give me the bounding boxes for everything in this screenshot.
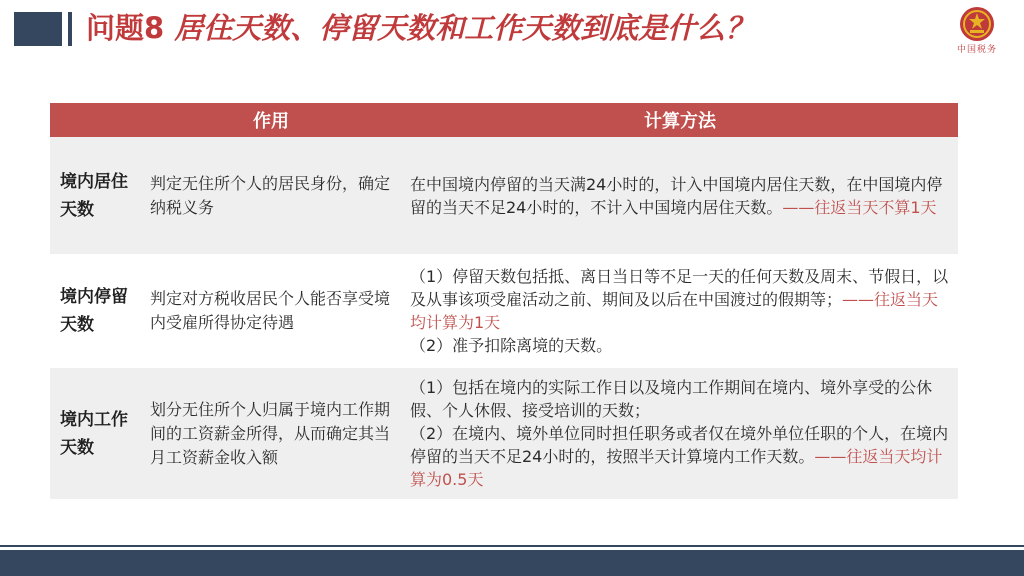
method-text: （1）包括在境内的实际工作日以及境内工作期间在境内、境外享受的公休假、个人休假、接受培训的天数； [410, 378, 933, 420]
row-name: 境内停留天数 [50, 255, 140, 367]
header-bar-decoration [68, 12, 72, 46]
table-header-row [50, 103, 958, 137]
method-note: ——往返当天均计算为1天 [410, 290, 939, 332]
method-text: （2）在境内、境外单位同时担任职务或者仅在境外单位任职的个人，在境内停留的当天不足24小时的，按照半天计算境内工作天数。 [410, 424, 949, 466]
method-paragraph [410, 376, 950, 422]
method-note: ——往返当天均计算为0.5天 [410, 447, 943, 489]
row-usage: 划分无住所个人归属于境内工作期间的工资薪金所得，从而确定其当月工资薪金收入额 [140, 367, 402, 499]
method-paragraph [410, 173, 950, 219]
footer-band-decoration [0, 550, 1024, 576]
emblem-caption: 中国税务 [956, 45, 997, 55]
page-title [86, 6, 754, 50]
table-row [50, 137, 958, 255]
header-usage: 作用 [140, 103, 402, 137]
row-method [402, 367, 958, 499]
title-prefix: 问题8 [86, 11, 165, 45]
row-method [402, 255, 958, 367]
table-row [50, 367, 958, 499]
table-row [50, 255, 958, 367]
method-paragraph [410, 422, 950, 491]
header-blank [50, 103, 140, 137]
method-paragraph [410, 334, 950, 357]
row-name: 境内居住天数 [50, 137, 140, 255]
method-text: （2）准予扣除离境的天数。 [410, 336, 613, 355]
row-method [402, 137, 958, 255]
method-note: ——往返当天不算1天 [782, 197, 937, 217]
method-text: （1）停留天数包括抵、离日当日等不足一天的任何天数及周末、节假日，以及从事该项受雇活动之前、期间及以后在中国渡过的假期等； [410, 267, 949, 309]
row-usage: 判定对方税收居民个人能否享受境内受雇所得协定待遇 [140, 255, 402, 367]
header-block-decoration [14, 12, 62, 46]
row-name: 境内工作天数 [50, 367, 140, 499]
footer-line-decoration [0, 545, 1024, 547]
row-usage: 判定无住所个人的居民身份，确定纳税义务 [140, 137, 402, 255]
days-comparison-table [50, 103, 958, 499]
title-main: 居住天数、停留天数和工作天数到底是什么？ [174, 11, 755, 45]
method-paragraph [410, 265, 950, 334]
header-method: 计算方法 [402, 103, 958, 137]
method-text: 在中国境内停留的当天满24小时的，计入中国境内居住天数，在中国境内停留的当天不足24小时的，不计入中国境内居住天数。 [410, 174, 943, 217]
